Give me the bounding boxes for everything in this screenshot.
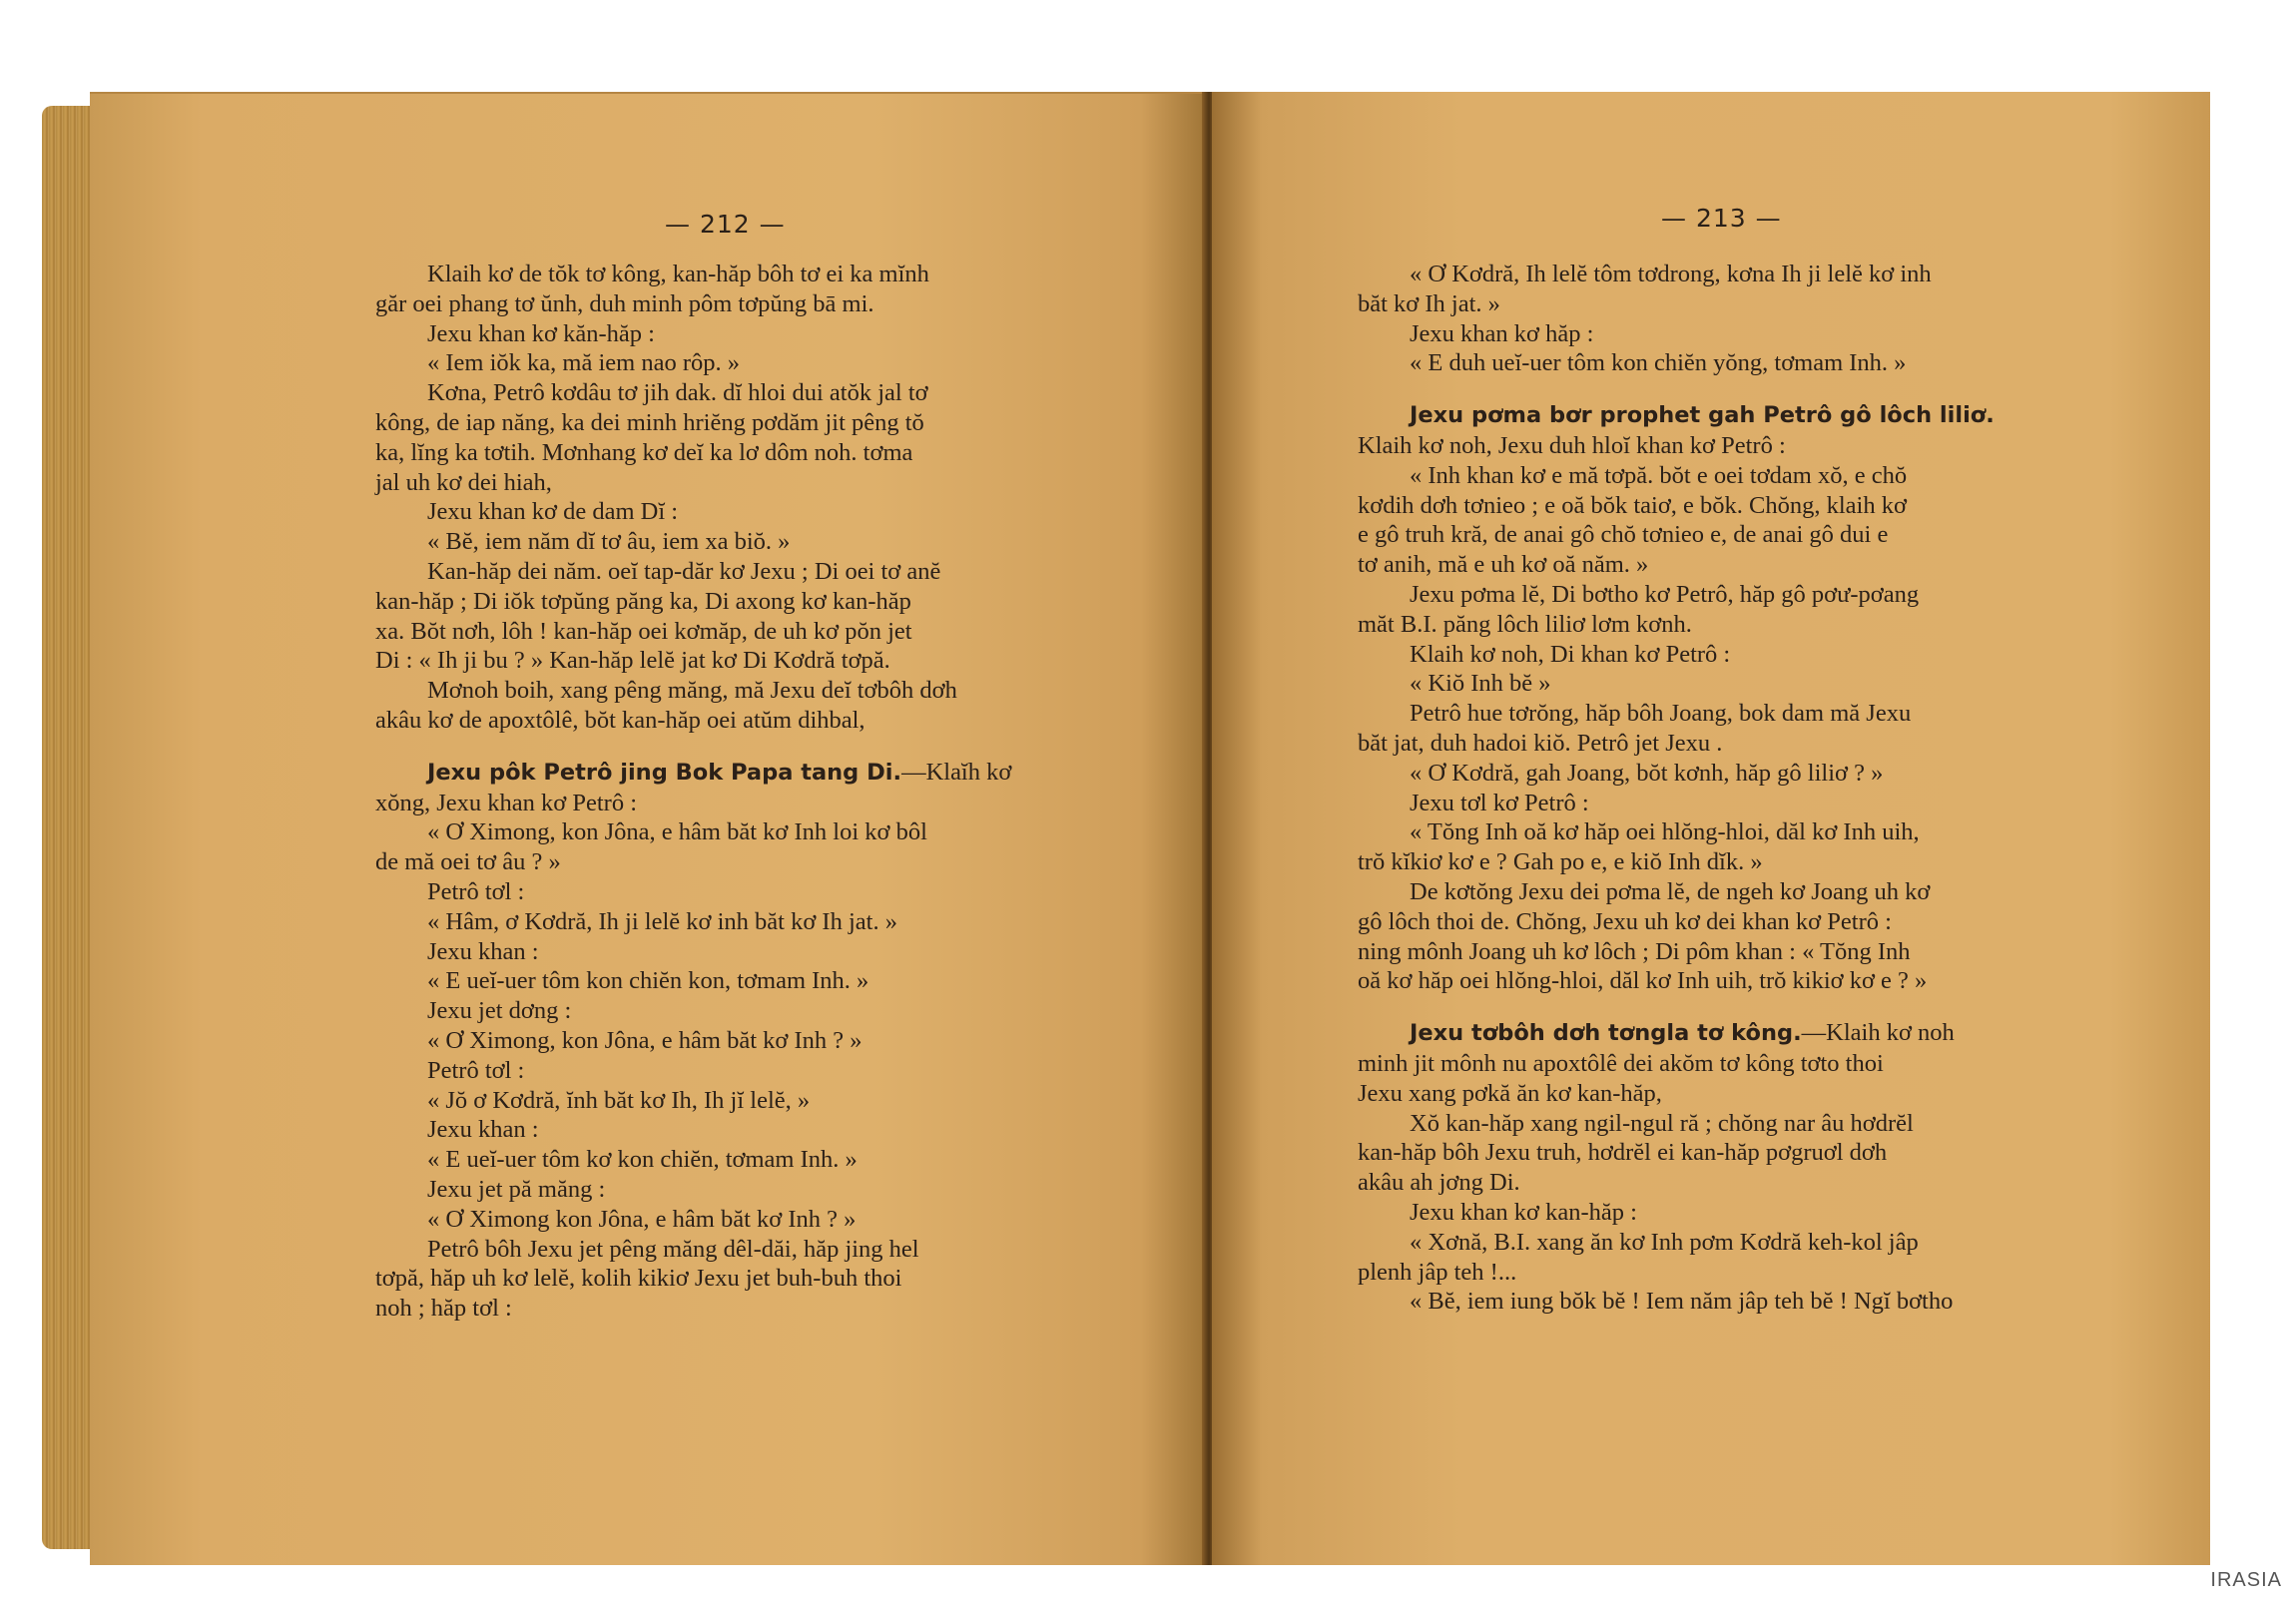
text-line: Di : « Ih ji bu ? » Kan-hăp lelĕ jat kơ Di Kơdră tơpă. [375, 647, 890, 675]
text-line: Jexu tơl kơ Petrô : [1410, 789, 1589, 816]
heading-continuation: —Klaih kơ noh [1801, 1019, 1955, 1047]
text-line: Mơnoh boih, xang pêng măng, mă Jexu deĭ tơbôh dơh [427, 677, 957, 705]
text-line: Petrô bôh Jexu jet pêng măng dêl-dăi, hăp jing hel [427, 1235, 919, 1263]
text-line: xa. Bŏt nơh, lôh ! kan-hăp oei kơmăp, de uh kơ pŏn jet [375, 617, 912, 645]
text-line: Jexu pơma lĕ, Di bơtho kơ Petrô, hăp gô pơư-pơang [1410, 580, 1920, 608]
text-line: ka, lĭng ka tơtih. Mơnhang kơ deĭ ka lơ dôm noh. tơma [375, 438, 913, 466]
section-heading: Jexu pôk Petrô jing Bok Papa tang Di. [427, 759, 902, 786]
text-line [1358, 400, 2072, 431]
text-line [375, 758, 1122, 789]
text-line: « Jŏ ơ Kơdră, ĭnh băt kơ Ih, Ih jĭ lelĕ, » [427, 1086, 811, 1114]
text-line: « Ơ Ximong kon Jôna, e hâm băt kơ Inh ? » [427, 1205, 857, 1233]
left-page [90, 92, 1208, 1565]
text-line: Jexu khan kơ kăn-hăp : [427, 319, 655, 347]
text-line: « Ơ Kơdră, Ih lelĕ tôm tơdrong, kơna Ih ji lelĕ kơ inh [1410, 261, 1932, 287]
text-line: plenh jâp teh !... [1358, 1258, 1517, 1286]
text-line: Jexu xang pơkă ăn kơ kan-hăp, [1358, 1079, 1662, 1107]
watermark: IRASIA [2210, 1569, 2282, 1591]
section-heading: Jexu pơma bơr prophet gah Petrô gô lôch liliơ. [1410, 402, 1995, 429]
text-line: Petrô tơl : [427, 1056, 525, 1084]
text-line: akâu ah jơng Di. [1358, 1169, 1520, 1197]
text-line: « Bĕ, iem iung bŏk bĕ ! Iem năm jâp teh bĕ ! Ngĭ bơtho [1410, 1288, 1954, 1316]
text-line: de mă oei tơ âu ? » [375, 848, 561, 876]
text-line: tơpă, hăp uh kơ lelĕ, kolih kikiơ Jexu jet buh-buh thoi [375, 1265, 902, 1293]
text-line: kông, de iap năng, ka dei minh hriĕng pơdăm jit pêng tŏ [375, 408, 924, 436]
text-line: kơdih dơh tơnieo ; e oă bŏk taiơ, e bŏk. Chŏng, klaih kơ [1358, 491, 1907, 519]
text-line: « Ơ Ximong, kon Jôna, e hâm băt kơ Inh loi kơ bôl [427, 818, 927, 846]
text-line: e gô truh kră, de anai gô chŏ tơnieo e, de anai gô dui e [1358, 521, 1889, 549]
section-heading: Jexu tơbôh dơh tơngla tơ kông. [1410, 1020, 1802, 1047]
text-line: « Inh khan kơ e mă tơpă. bŏt e oei tơdam xŏ, e chŏ [1410, 461, 1908, 489]
text-line: « E ueĭ-uer tôm kơ kon chiĕn, tơmam Inh. » [427, 1146, 858, 1174]
text-line: Klaih kơ noh, Jexu duh hloĭ khan kơ Petrô : [1358, 431, 1786, 459]
text-line: « Iem iŏk ka, mă iem nao rôp. » [427, 349, 740, 377]
left-page-text [375, 260, 1122, 1324]
text-line: « Ơ Kơdră, gah Joang, bŏt kơnh, hăp gô liliơ ? » [1410, 759, 1884, 787]
text-line: băt jat, duh hadoi kiŏ. Petrô jet Jexu . [1358, 729, 1723, 757]
text-line: Petrô hue tơrŏng, hăp bôh Joang, bok dam mă Jexu [1410, 700, 1912, 728]
text-line: Jexu jet pă măng : [427, 1175, 606, 1203]
text-line: Kơna, Petrô kơdâu tơ jih dak. dĭ hloi dui atŏk jal tơ [427, 379, 928, 407]
text-line: xŏng, Jexu khan kơ Petrô : [375, 789, 638, 816]
text-line: Jexu khan : [427, 937, 539, 965]
text-line: Jexu khan kơ hăp : [1410, 319, 1594, 347]
heading-continuation: —Klaĭh kơ [901, 758, 1012, 786]
page-number-left: — 212 — [665, 210, 786, 239]
text-line: băt kơ Ih jat. » [1358, 289, 1500, 317]
text-line: Xŏ kan-hăp xang ngil-ngul ră ; chŏng nar âu hơdrĕl [1410, 1109, 1914, 1137]
text-line: « Kiŏ Inh bĕ » [1410, 670, 1551, 698]
text-line: De kơtŏng Jexu dei pơma lĕ, de ngeh kơ Joang uh kơ [1410, 877, 1931, 905]
text-line [1358, 1018, 2072, 1049]
text-line: Klaih kơ noh, Di khan kơ Petrô : [1410, 640, 1731, 668]
text-line: Jexu khan kơ kan-hăp : [1410, 1198, 1637, 1226]
right-page-text [1358, 260, 2072, 1317]
text-line: Kan-hăp dei năm. oeĭ tap-dăr kơ Jexu ; Di oei tơ anĕ [427, 557, 941, 585]
text-line: măt B.I. păng lôch liliơ lơm kơnh. [1358, 610, 1692, 638]
text-line: noh ; hăp tơl : [375, 1295, 512, 1323]
text-line: oă kơ hăp oei hlŏng-hloi, dăl kơ Inh uih, trŏ kikiơ kơ e ? » [1358, 967, 1928, 995]
text-line: « Tŏng Inh oă kơ hăp oei hlŏng-hloi, dăl kơ Inh uih, [1410, 818, 1920, 846]
page-number-right: — 213 — [1661, 204, 1782, 233]
text-line: « Xơnă, B.I. xang ăn kơ Inh pơm Kơdră keh-kol jâp [1410, 1228, 1919, 1256]
text-line: akâu kơ de apoxtôlê, bŏt kan-hăp oei atŭm dihbal, [375, 706, 865, 734]
text-line: « E duh ueĭ-uer tôm kon chiĕn yŏng, tơmam Inh. » [1410, 349, 1907, 377]
text-line: Jexu khan : [427, 1116, 539, 1144]
text-line: kan-hăp ; Di iŏk tơpŭng păng ka, Di axong kơ kan-hăp [375, 587, 911, 615]
text-line: Jexu jet dơng : [427, 997, 572, 1025]
text-line: « Ơ Ximong, kon Jôna, e hâm băt kơ Inh ? » [427, 1026, 862, 1054]
text-line: ning mônh Joang uh kơ lôch ; Di pôm khan : « Tŏng Inh [1358, 937, 1911, 965]
text-line: găr oei phang tơ ŭnh, duh minh pôm tơpŭng bā mi. [375, 289, 874, 317]
text-line: trŏ kĭkiơ kơ e ? Gah po e, e kiŏ Inh dĭk. » [1358, 848, 1763, 876]
text-line: Klaih kơ de tŏk tơ kông, kan-hăp bôh tơ ei ka mĭnh [427, 261, 929, 287]
open-book [42, 92, 2210, 1565]
text-line: gô lôch thoi de. Chŏng, Jexu uh kơ dei khan kơ Petrô : [1358, 907, 1892, 935]
text-line: kan-hăp bôh Jexu truh, hơdrĕl ei kan-hăp pơgruơl dơh [1358, 1139, 1888, 1167]
text-line: « Hâm, ơ Kơdră, Ih ji lelĕ kơ inh băt kơ Ih jat. » [427, 907, 897, 935]
text-line: Petrô tơl : [427, 877, 525, 905]
text-line: jal uh kơ dei hiah, [375, 468, 552, 496]
text-line: « Bĕ, iem năm dĭ tơ âu, iem xa biŏ. » [427, 528, 791, 556]
right-page [1212, 92, 2210, 1565]
text-line: « E ueĭ-uer tôm kon chiĕn kon, tơmam Inh. » [427, 967, 869, 995]
text-line: minh jit mônh nu apoxtôlê dei akŏm tơ kông tơto thoi [1358, 1049, 1884, 1077]
text-line: Jexu khan kơ de dam Dĭ : [427, 498, 679, 526]
text-line: tơ anih, mă e uh kơ oă năm. » [1358, 551, 1649, 579]
